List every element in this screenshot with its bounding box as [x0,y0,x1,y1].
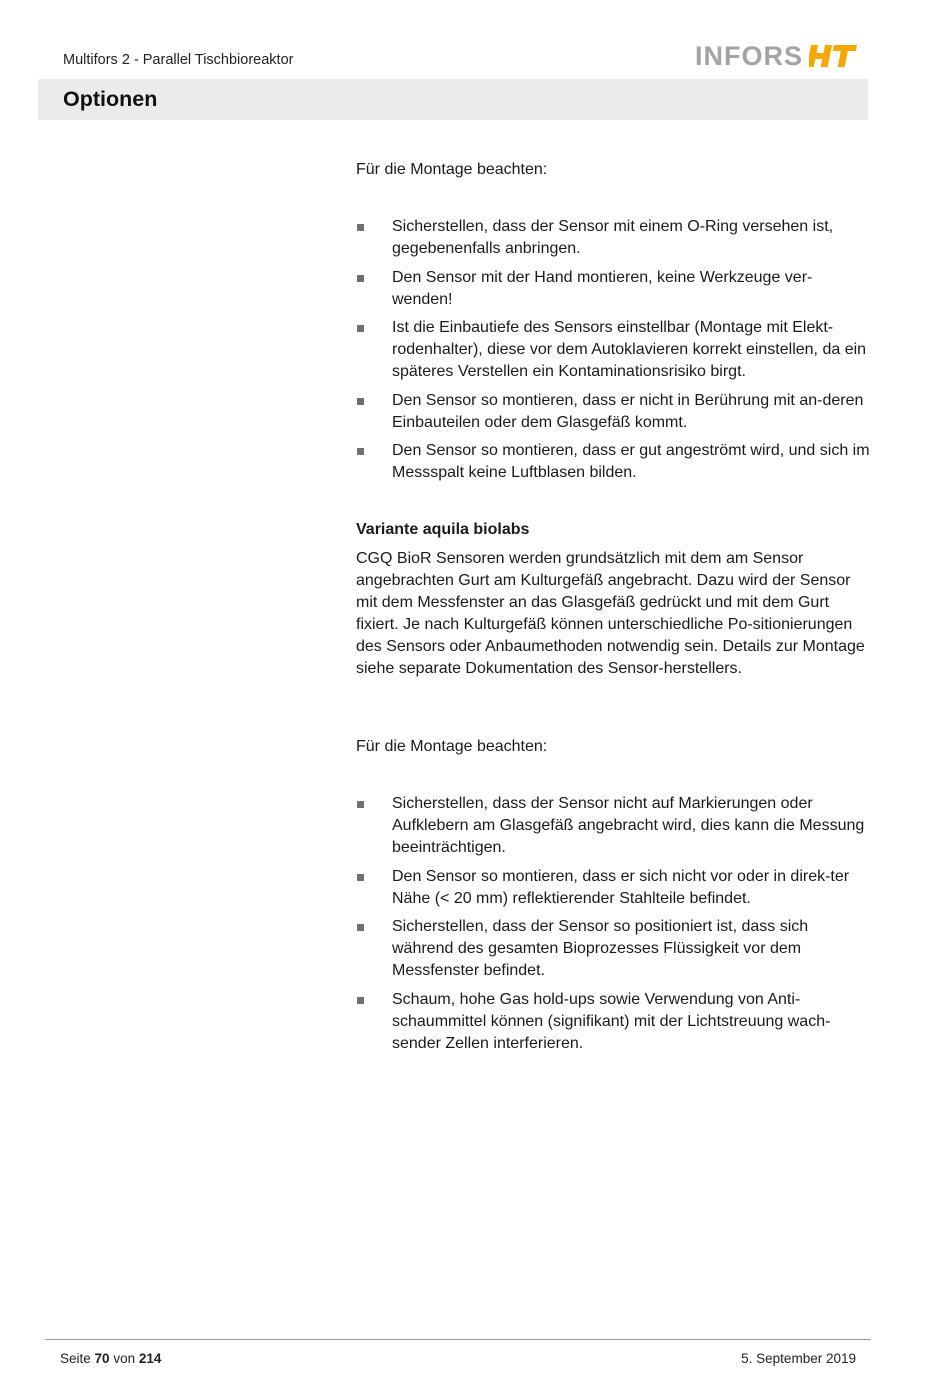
square-bullet-icon [357,997,364,1004]
list-item-text: Den Sensor mit der Hand montieren, keine Werkzeuge ver-wenden! [392,268,813,308]
section-title: Optionen [63,87,158,111]
intro-text-1: Für die Montage beachten: [356,161,548,178]
list-item [356,793,871,859]
list-item [356,390,871,434]
bullet-list-1 [356,216,871,491]
list-item [356,216,871,260]
logo-text: INFORS [695,41,804,71]
square-bullet-icon [357,325,364,332]
page-number [60,1351,161,1366]
list-item-text: Den Sensor so montieren, dass er nicht in Berührung mit an-deren Einbauteilen oder dem Glasgefäß kommt. [392,391,864,431]
footer-date: 5. September 2019 [741,1351,856,1366]
square-bullet-icon [357,801,364,808]
square-bullet-icon [357,224,364,231]
page-current: 70 [94,1351,110,1366]
square-bullet-icon [357,398,364,405]
list-item [356,916,871,982]
list-item [356,267,871,311]
page-prefix: Seite [60,1351,91,1366]
variant-paragraph: CGQ BioR Sensoren werden grundsätzlich mit dem am Sensor angebrachten Gurt am Kulturgefäß angebracht. Dazu wird der Sensor mit dem Messfenster an das Glasgefäß gedrückt und mit dem Gurt fixiert. Je nach Kulturgefäß können unterschiedliche Po-sitionierungen des Sensors oder Anbaumethoden notwendig sein. Details zur Montage siehe separate Dokumentation des Sensor-herstellers. [356,550,865,677]
square-bullet-icon [357,924,364,931]
footer-divider [45,1339,871,1340]
variant-heading: Variante aquila biolabs [356,521,530,538]
ht-logo-mark [809,43,859,69]
infors-ht-logo [695,41,859,71]
bullet-list-2 [356,793,871,1061]
list-item-text: Den Sensor so montieren, dass er sich nicht vor oder in direk-ter Nähe (< 20 mm) reflektierender Stahlteile befindet. [392,867,850,907]
page-total: 214 [138,1351,162,1366]
section-header-bar [38,79,868,120]
intro-text-2: Für die Montage beachten: [356,738,548,755]
list-item-text: Sicherstellen, dass der Sensor nicht auf Markierungen oder Aufklebern am Glasgefäß angebracht wird, dies kann die Messung beeinträchtigen. [392,795,865,856]
list-item-text: Ist die Einbautiefe des Sensors einstellbar (Montage mit Elekt-rodenhalter), diese vor dem Autoklavieren korrekt einstellen, da ein späteres Verstellen ein Kontaminationsrisiko birgt. [392,319,867,380]
list-item [356,989,871,1055]
list-item-text: Schaum, hohe Gas hold-ups sowie Verwendung von Anti-schaummittel können (signifikant) mit der Lichtstreuung wach-sender Zellen interferieren. [392,990,831,1052]
list-item [356,866,871,910]
list-item [356,317,871,383]
list-item-text: Sicherstellen, dass der Sensor mit einem O-Ring versehen ist, gegebenenfalls anbringen. [392,218,834,257]
square-bullet-icon [357,275,364,282]
list-item-text: Den Sensor so montieren, dass er gut angeströmt wird, und sich im Messspalt keine Luftblasen bilden. [392,442,870,481]
page-of: von [113,1351,136,1366]
square-bullet-icon [357,874,364,881]
doc-title: Multifors 2 - Parallel Tischbioreaktor [63,52,294,68]
list-item [356,440,871,484]
square-bullet-icon [357,448,364,455]
list-item-text: Sicherstellen, dass der Sensor so positioniert ist, dass sich während des gesamten Bioprozesses Flüssigkeit vor dem Messfenster befindet. [392,918,809,979]
